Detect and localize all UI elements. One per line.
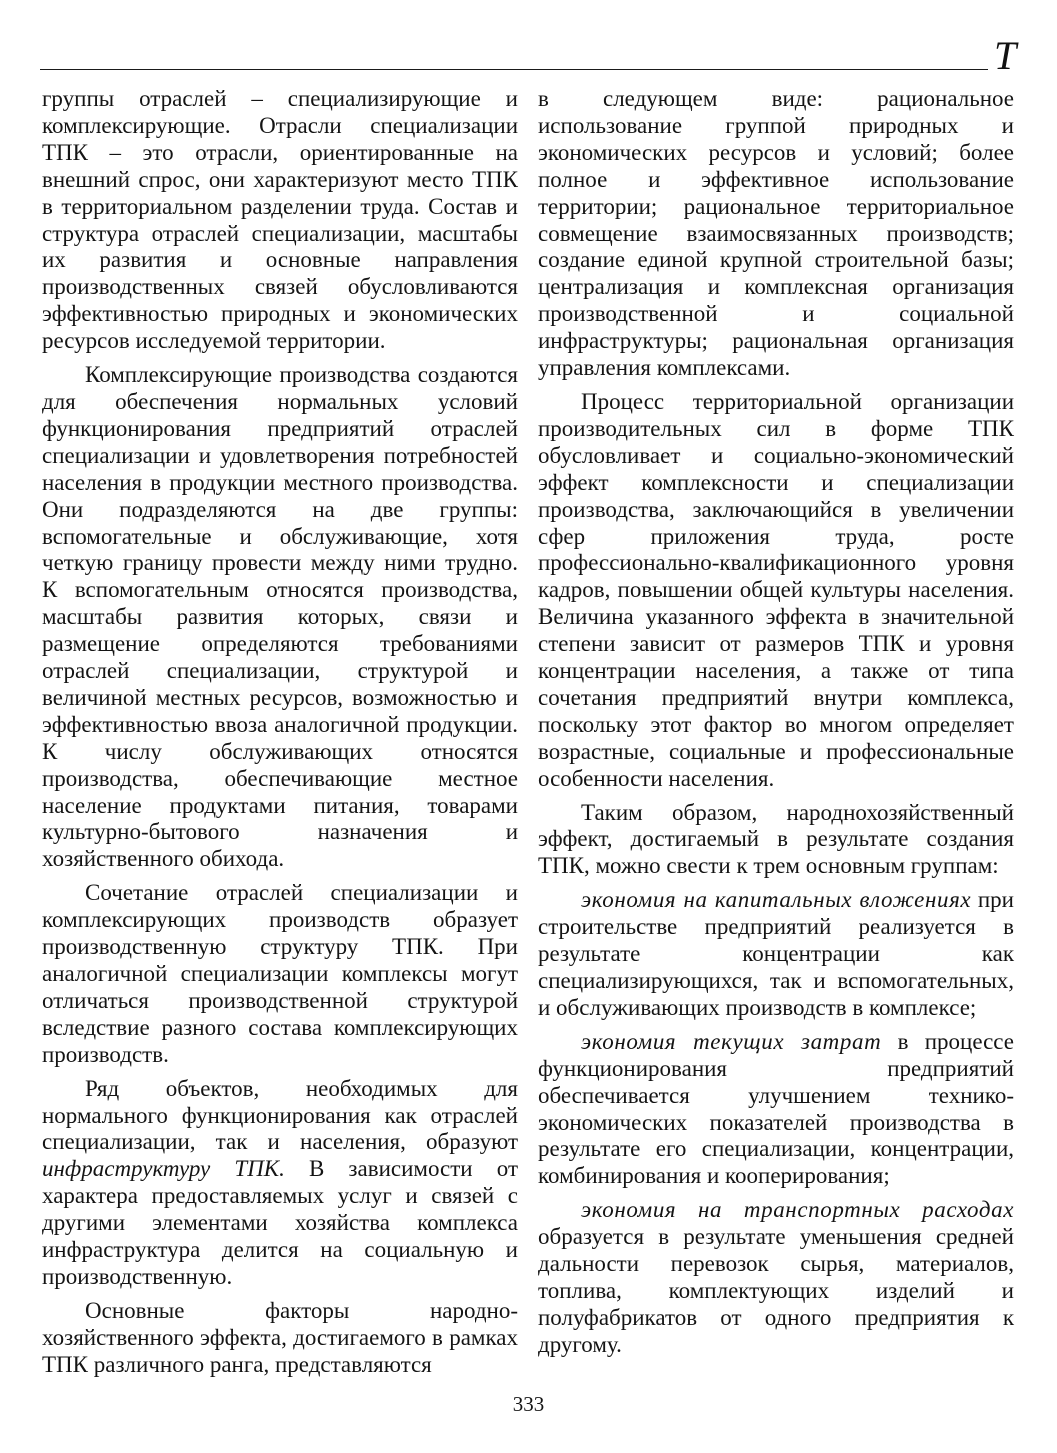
italic-term: экономия на транспортных расходах xyxy=(581,1197,1014,1223)
header-rule xyxy=(40,69,988,70)
list-item-text: в процессе функционирования предприятий обеспечивается улучшением технико-экономических показателей производства в результате его специализации, концентрации, комбинирования и кооперирования; xyxy=(538,1028,1015,1189)
left-paragraph-5: Основные факторы народно-хозяйственного эффекта, достигаемого в рамках ТПК различного ранга, представляются xyxy=(42,1297,518,1377)
left-paragraph-4 xyxy=(42,1076,518,1291)
list-item-text: при строительстве предприятий реализуется в результате концентрации как специализирующихся, так и вспомогательных, и обслуживающих производств в комплексе; xyxy=(538,887,1014,1020)
left-paragraph-2: Комплексирующие производства создаются для обеспечения нормальных условий функционирования предприятий отраслей специализации и удовлетворения потребностей населения в продукции местного производства. Они подразделяются на две группы: вспомогательные и обслуживающие, хотя четкую границу провести между ними трудно. К вспомогательным относятся производства, масштабы развития которых, связи и размещение определяются требованиями отраслей специализации, структурой и величиной местных ресурсов, возможностью и эффективностью ввоза аналогичной продукции. К числу обслуживающих относятся производства, обеспечивающие местное население продуктами питания, товарами культурно-бытового назначения и хозяйственного обихода. xyxy=(42,362,518,872)
left-column xyxy=(42,86,518,1386)
italic-term: экономия текущих затрат xyxy=(581,1028,882,1054)
italic-term: экономия на капитальных вложениях xyxy=(581,887,972,913)
list-item xyxy=(538,887,1014,1022)
paragraph-text: В зависимости от характера предоставляемых услуг и связей с другими элементами хозяйства комплекса инфраструктура делится на социальную и производственную. xyxy=(42,1156,518,1289)
list-item xyxy=(538,1197,1014,1358)
italic-term: инфраструктуру ТПК. xyxy=(42,1156,285,1182)
list-item xyxy=(538,1029,1014,1190)
left-paragraph-1: группы отраслей – специализирующие и комплексирующие. Отрасли специализации ТПК – это отрасли, ориентированные на внешний спрос, они характеризуют место ТПК в территориальном разделении труда. Состав и структура отраслей специализации, масштабы их развития и основные направления производственных связей обусловливаются эффективностью природных и экономических ресурсов исследуемой территории. xyxy=(42,86,518,354)
right-column xyxy=(538,86,1014,1366)
section-letter: Т xyxy=(994,33,1017,78)
page-number: 333 xyxy=(512,1392,545,1416)
right-paragraph-3: Таким образом, народнохозяйственный эффект, достигаемый в результате создания ТПК, можно свести к трем основным группам: xyxy=(538,799,1014,879)
list-item-text: образуется в результате уменьшения средней дальности перевозок сырья, материалов, топлива, комплектующих изделий и полуфабрикатов от одного предприятия к другому. xyxy=(538,1224,1014,1357)
left-paragraph-3: Сочетание отраслей специализации и комплексирующих производств образует производственную структуру ТПК. При аналогичной специализации комплексы могут отличаться производственной структурой вследствие разного состава комплексирующих производств. xyxy=(42,880,518,1067)
right-paragraph-1: в следующем виде: рациональное использование группой природных и экономических ресурсов и условий; более полное и эффективное использование территории; рациональное территориальное совмещение взаимосвязанных производств; создание единой крупной строительной базы; централизация и комплексная организация производственной и социальной инфраструктуры; рациональная организация управления комплексами. xyxy=(538,86,1014,381)
paragraph-text: Ряд объектов, необходимых для нормального функционирования как отраслей специализации, так и населения, образуют xyxy=(42,1075,518,1155)
right-paragraph-2: Процесс территориальной организации производительных сил в форме ТПК обусловливает и социально-экономический эффект комплексности и специализации производства, заключающийся в увеличении сфер приложения труда, росте профессионально-квалификационного уровня кадров, повышении общей культуры населения. Величина указанного эффекта в значительной степени зависит от размеров ТПК и уровня концентрации населения, а также от типа сочетания предприятий внутри комплекса, поскольку этот фактор во многом определяет возрастные, социальные и профессиональные особенности населения. xyxy=(538,388,1014,791)
